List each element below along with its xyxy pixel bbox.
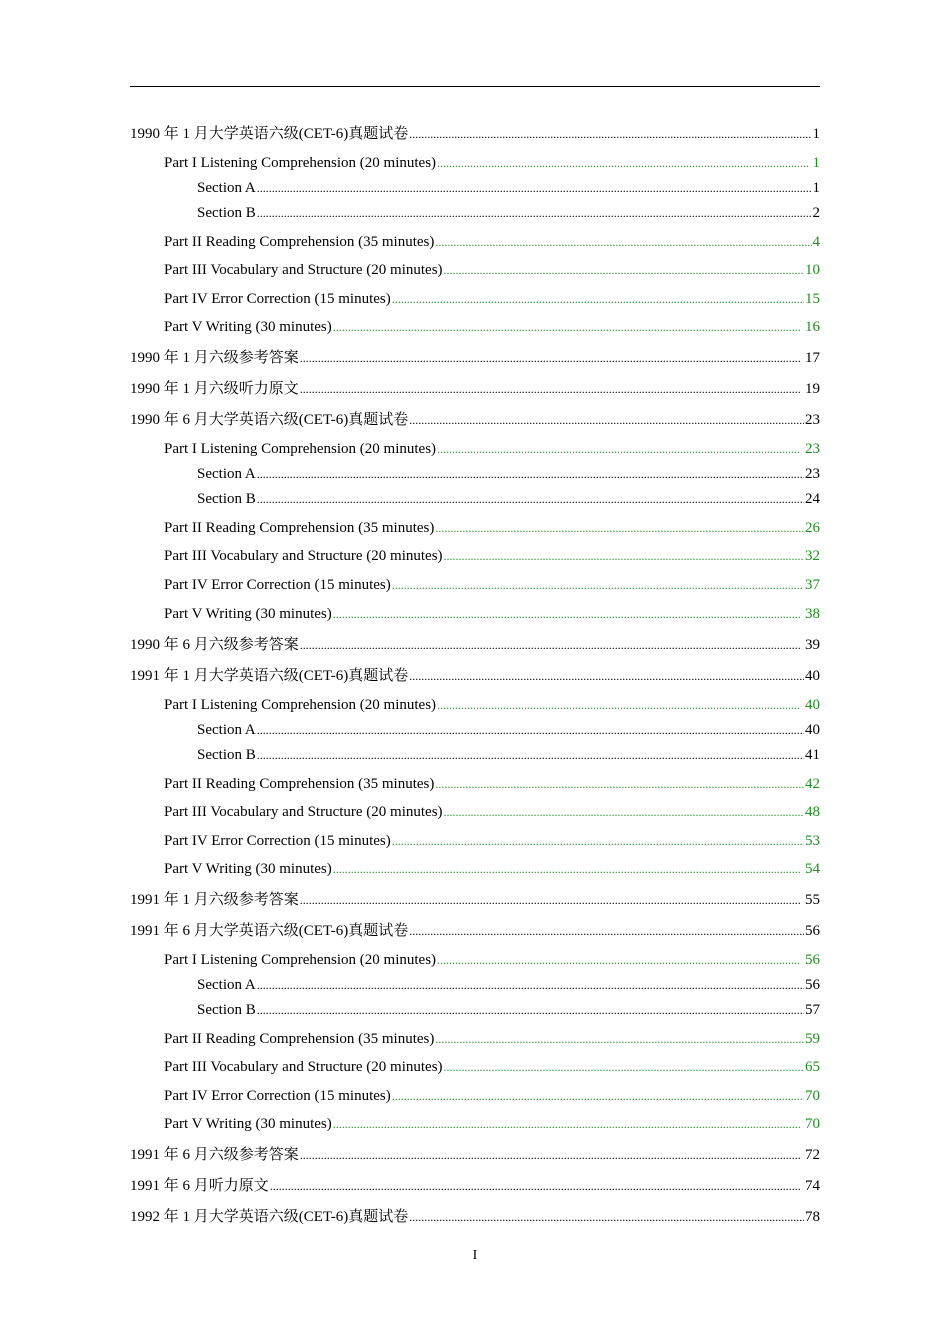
toc-entry-title: Part V Writing (30 minutes) — [164, 606, 332, 622]
toc-entry-page: 56 — [805, 923, 820, 939]
toc-entry-title: 1990 年 6 月大学英语六级(CET-6)真题试卷 — [130, 412, 409, 428]
toc-leader-dots — [444, 802, 804, 822]
toc-entry-title: 1990 年 1 月六级参考答案 — [130, 350, 299, 366]
toc-entry[interactable] — [197, 1000, 820, 1020]
toc-entry-title: 1991 年 6 月六级参考答案 — [130, 1147, 299, 1163]
toc-entry[interactable] — [164, 695, 820, 715]
toc-entry-title: Part I Listening Comprehension (20 minutes) — [164, 441, 437, 457]
toc-entry-page: 74 — [801, 1178, 820, 1194]
toc-entry-page: 32 — [805, 548, 820, 564]
toc-entry[interactable] — [164, 1114, 820, 1134]
toc-entry-title: Part IV Error Correction (15 minutes) — [164, 291, 391, 307]
toc-entry[interactable] — [164, 1086, 820, 1106]
toc-entry-page: 38 — [801, 606, 820, 622]
toc-entry-page: 42 — [805, 776, 820, 792]
toc-entry-page: 39 — [801, 637, 820, 653]
toc-entry-title: Part II Reading Comprehension (35 minutes) — [164, 234, 435, 250]
toc-entry-page: 17 — [801, 350, 820, 366]
toc-entry-title: Part V Writing (30 minutes) — [164, 319, 332, 335]
toc-entry-page: 78 — [805, 1209, 820, 1225]
toc-entry-title: Section B — [197, 491, 256, 507]
toc-entry-page: 55 — [801, 892, 820, 908]
toc-entry-page: 40 — [801, 697, 820, 713]
toc-entry[interactable] — [197, 489, 820, 509]
toc-entry[interactable] — [197, 203, 820, 223]
toc-entry-title: Section B — [197, 205, 256, 221]
toc-leader-dots — [257, 975, 804, 995]
toc-leader-dots — [257, 178, 812, 198]
toc-entry[interactable] — [130, 666, 820, 686]
toc-entry[interactable] — [164, 317, 820, 337]
toc-entry-title: 1990 年 6 月六级参考答案 — [130, 637, 299, 653]
toc-leader-dots — [270, 1176, 800, 1196]
toc-entry[interactable] — [130, 1176, 820, 1196]
toc-entry[interactable] — [130, 1145, 820, 1165]
toc-entry-page: 23 — [805, 412, 820, 428]
toc-entry-page: 48 — [805, 804, 820, 820]
toc-leader-dots — [257, 464, 804, 484]
toc-leader-dots — [437, 439, 800, 459]
toc-entry-title: Part III Vocabulary and Structure (20 minutes) — [164, 262, 443, 278]
toc-entry-title: 1991 年 1 月六级参考答案 — [130, 892, 299, 908]
toc-entry-page: 70 — [801, 1116, 820, 1132]
toc-entry-page: 23 — [801, 441, 820, 457]
toc-entry-title: Section A — [197, 180, 256, 196]
toc-entry-page: 1 — [812, 180, 820, 196]
toc-entry[interactable] — [164, 604, 820, 624]
toc-entry[interactable] — [164, 232, 820, 252]
toc-entry-page: 2 — [812, 205, 820, 221]
toc-leader-dots — [435, 1029, 804, 1049]
toc-entry-title: Part II Reading Comprehension (35 minutes) — [164, 776, 435, 792]
toc-entry-title: Part II Reading Comprehension (35 minutes) — [164, 1031, 435, 1047]
toc-entry[interactable] — [164, 950, 820, 970]
toc-entry[interactable] — [164, 859, 820, 879]
toc-entry[interactable] — [164, 1057, 820, 1077]
toc-leader-dots — [300, 379, 800, 399]
toc-entry[interactable] — [130, 921, 820, 941]
toc-entry-title: 1990 年 1 月六级听力原文 — [130, 381, 299, 397]
toc-leader-dots — [392, 831, 804, 851]
toc-entry-page: 65 — [805, 1059, 820, 1075]
toc-entry-page: 70 — [805, 1088, 820, 1104]
toc-entry-page: 24 — [805, 491, 820, 507]
toc-entry-title: 1992 年 1 月大学英语六级(CET-6)真题试卷 — [130, 1209, 409, 1225]
toc-entry-page: 56 — [801, 952, 820, 968]
toc-entry-page: 26 — [805, 520, 820, 536]
toc-entry[interactable] — [164, 439, 820, 459]
toc-entry-title: Section B — [197, 1002, 256, 1018]
toc-leader-dots — [333, 1114, 801, 1134]
toc-entry-page: 19 — [801, 381, 820, 397]
toc-leader-dots — [437, 153, 808, 173]
toc-entry-title: Part IV Error Correction (15 minutes) — [164, 833, 391, 849]
toc-leader-dots — [409, 666, 804, 686]
toc-entry[interactable] — [130, 890, 820, 910]
toc-entry[interactable] — [130, 348, 820, 368]
toc-entry-page: 56 — [805, 977, 820, 993]
toc-entry[interactable] — [197, 178, 820, 198]
toc-entry[interactable] — [130, 124, 820, 144]
toc-leader-dots — [435, 518, 804, 538]
toc-entry-page: 10 — [805, 262, 820, 278]
toc-leader-dots — [435, 232, 811, 252]
header-rule — [130, 86, 820, 87]
toc-entry-page: 16 — [801, 319, 820, 335]
toc-entry-page: 37 — [805, 577, 820, 593]
toc-leader-dots — [444, 546, 804, 566]
toc-leader-dots — [300, 890, 800, 910]
toc-leader-dots — [409, 124, 811, 144]
toc-leader-dots — [437, 950, 800, 970]
toc-entry[interactable] — [197, 975, 820, 995]
toc-leader-dots — [392, 575, 804, 595]
toc-entry-title: Part III Vocabulary and Structure (20 minutes) — [164, 804, 443, 820]
toc-entry-title: Part II Reading Comprehension (35 minutes) — [164, 520, 435, 536]
toc-entry[interactable] — [130, 410, 820, 430]
toc-leader-dots — [300, 635, 800, 655]
toc-entry-page: 15 — [805, 291, 820, 307]
toc-entry-title: Part V Writing (30 minutes) — [164, 861, 332, 877]
page-number: I — [472, 1248, 478, 1263]
toc-leader-dots — [333, 604, 801, 624]
toc-entry[interactable] — [164, 831, 820, 851]
toc-entry-page: 41 — [805, 747, 820, 763]
toc-leader-dots — [257, 489, 804, 509]
toc-entry-page: 72 — [801, 1147, 820, 1163]
toc-leader-dots — [409, 410, 804, 430]
toc-entry[interactable] — [164, 575, 820, 595]
toc-leader-dots — [333, 859, 801, 879]
toc-leader-dots — [300, 348, 800, 368]
toc-entry-title: 1991 年 1 月大学英语六级(CET-6)真题试卷 — [130, 668, 409, 684]
toc-entry[interactable] — [130, 379, 820, 399]
toc-entry-title: Section A — [197, 466, 256, 482]
toc-leader-dots — [444, 1057, 804, 1077]
toc-leader-dots — [300, 1145, 800, 1165]
toc-entry[interactable] — [130, 1207, 820, 1227]
toc-entry-title: Part III Vocabulary and Structure (20 minutes) — [164, 1059, 443, 1075]
toc-leader-dots — [392, 1086, 804, 1106]
toc-entry-page: 57 — [805, 1002, 820, 1018]
toc-entry-page: 4 — [812, 234, 820, 250]
toc-entry-title: Part IV Error Correction (15 minutes) — [164, 577, 391, 593]
toc-leader-dots — [333, 317, 801, 337]
toc-leader-dots — [257, 1000, 804, 1020]
toc-entry[interactable] — [164, 153, 820, 173]
toc-leader-dots — [437, 695, 800, 715]
toc-entry-page: 53 — [805, 833, 820, 849]
toc-leader-dots — [392, 289, 804, 309]
toc-entry-page: 23 — [805, 466, 820, 482]
toc-entry-page: 40 — [805, 668, 820, 684]
toc-leader-dots — [435, 774, 804, 794]
toc-entry[interactable] — [197, 464, 820, 484]
toc-entry-title: 1990 年 1 月大学英语六级(CET-6)真题试卷 — [130, 126, 409, 142]
toc-entry-page: 40 — [805, 722, 820, 738]
toc-entry[interactable] — [164, 260, 820, 280]
toc-entry[interactable] — [164, 546, 820, 566]
toc-entry[interactable] — [197, 745, 820, 765]
toc-leader-dots — [444, 260, 804, 280]
toc-leader-dots — [257, 203, 812, 223]
toc-entry-title: Part III Vocabulary and Structure (20 minutes) — [164, 548, 443, 564]
toc-entry-title: Part I Listening Comprehension (20 minutes) — [164, 697, 437, 713]
toc-entry-title: Section A — [197, 722, 256, 738]
toc-entry[interactable] — [164, 289, 820, 309]
toc-entry-title: Part I Listening Comprehension (20 minutes) — [164, 155, 437, 171]
toc-entry[interactable] — [164, 1029, 820, 1049]
toc-leader-dots — [409, 1207, 804, 1227]
toc-entry-title: 1991 年 6 月听力原文 — [130, 1178, 269, 1194]
toc-entry-title: Section B — [197, 747, 256, 763]
toc-entry[interactable] — [164, 518, 820, 538]
toc-entry-page: 1 — [808, 155, 820, 171]
toc-entry-page: 59 — [805, 1031, 820, 1047]
toc-entry[interactable] — [197, 720, 820, 740]
toc-entry-page: 1 — [812, 126, 820, 142]
toc-leader-dots — [257, 745, 804, 765]
toc-entry[interactable] — [164, 802, 820, 822]
toc-entry[interactable] — [164, 774, 820, 794]
toc-entry-title: 1991 年 6 月大学英语六级(CET-6)真题试卷 — [130, 923, 409, 939]
toc-entry-title: Part I Listening Comprehension (20 minutes) — [164, 952, 437, 968]
toc-leader-dots — [409, 921, 804, 941]
toc-leader-dots — [257, 720, 804, 740]
toc-entry-title: Section A — [197, 977, 256, 993]
toc-entry-title: Part V Writing (30 minutes) — [164, 1116, 332, 1132]
toc-entry[interactable] — [130, 635, 820, 655]
toc-entry-title: Part IV Error Correction (15 minutes) — [164, 1088, 391, 1104]
toc-entry-page: 54 — [801, 861, 820, 877]
